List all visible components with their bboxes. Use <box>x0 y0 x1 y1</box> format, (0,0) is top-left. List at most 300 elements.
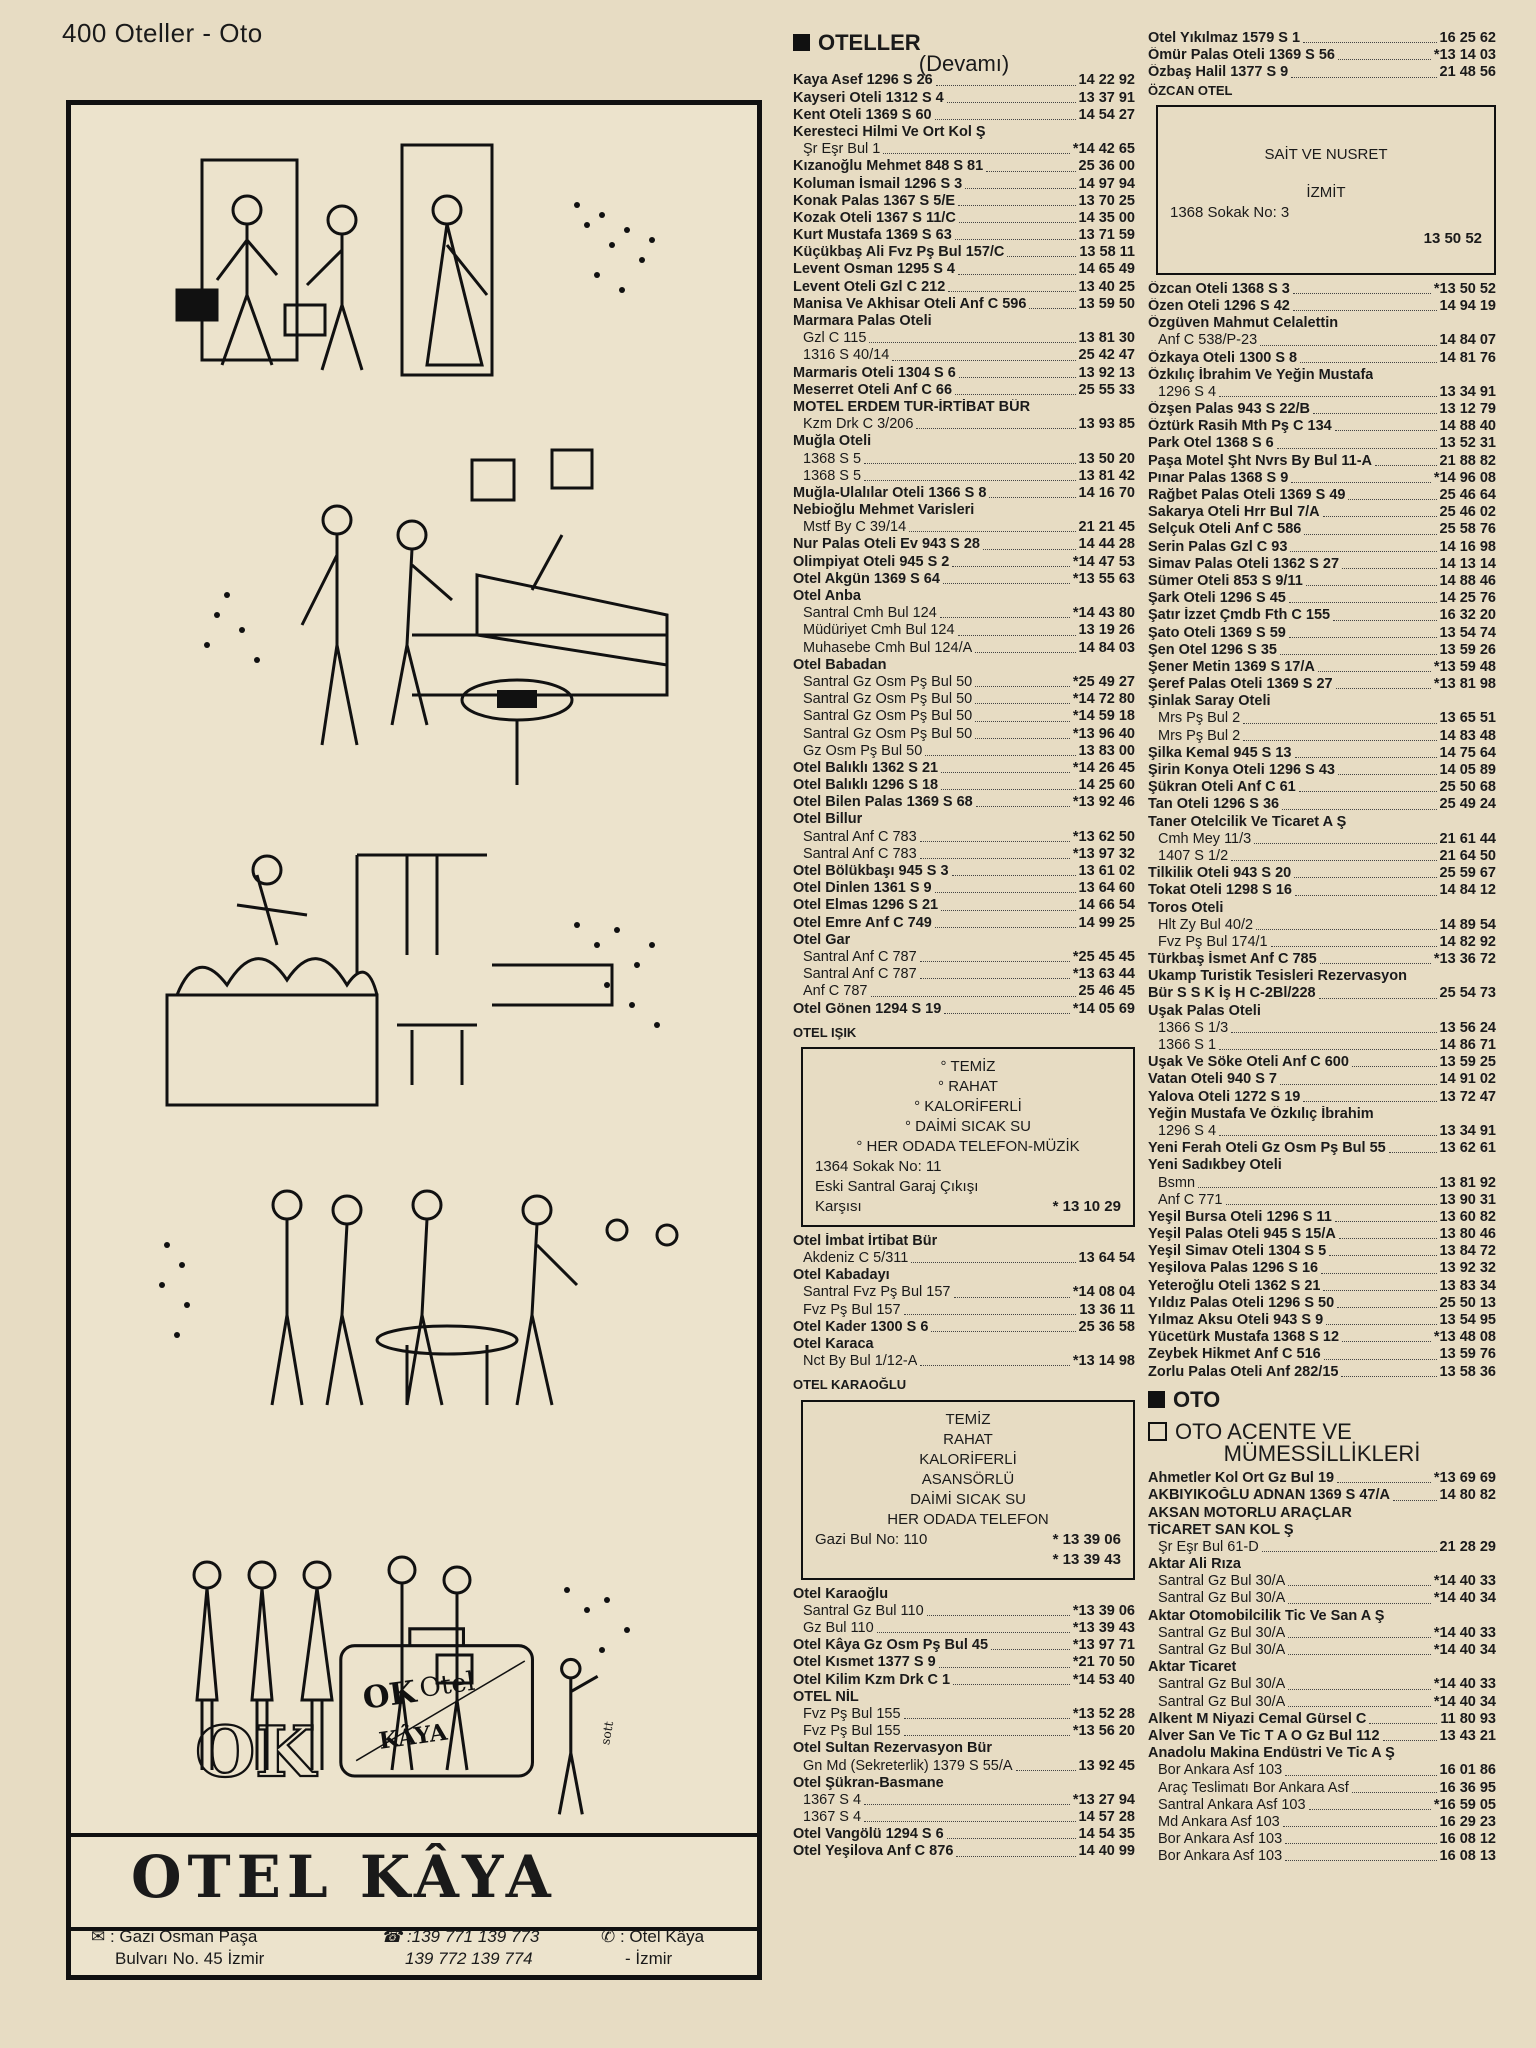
listing-phone: *14 40 33 <box>1433 1676 1496 1693</box>
listing-phone: 13 93 85 <box>1078 416 1135 433</box>
section-oto-acente-line2: MÜMESSİLLİKLERİ <box>1223 1440 1421 1466</box>
listing-row <box>793 1672 1135 1689</box>
dot-leader <box>920 966 1070 979</box>
listing-name: Serin Palas Gzl C 93 <box>1148 538 1288 555</box>
listing-phone: 14 81 76 <box>1439 349 1496 366</box>
dot-leader <box>1309 1797 1431 1810</box>
listing-phone: *13 59 48 <box>1433 658 1496 675</box>
listing-name: Şinlak Saray Oteli <box>1148 693 1271 710</box>
dot-leader <box>927 1603 1070 1616</box>
listing-row <box>793 158 1135 175</box>
listing-row <box>793 1654 1135 1671</box>
listing-row <box>1148 30 1496 47</box>
listing-phone: 14 57 28 <box>1078 1809 1135 1826</box>
dot-leader <box>1288 1642 1431 1655</box>
listing-phone: 13 37 91 <box>1078 89 1135 106</box>
listing-phone: *13 55 63 <box>1072 570 1135 587</box>
listing-group <box>1148 30 1496 82</box>
listing-row <box>1148 332 1496 349</box>
listing-phone: *25 49 27 <box>1072 673 1135 690</box>
dot-leader <box>955 227 1076 240</box>
dot-leader <box>940 605 1070 618</box>
listing-phone: *13 56 20 <box>1072 1723 1135 1740</box>
listing-row <box>793 141 1135 158</box>
listing-row <box>1148 367 1496 384</box>
listing-row <box>793 1740 1135 1757</box>
listing-name: Alkent M Niyazi Cemal Gürsel C <box>1148 1710 1367 1727</box>
listing-name: Simav Palas Oteli 1362 S 27 <box>1148 555 1340 572</box>
listing-phone: 13 58 11 <box>1079 244 1135 261</box>
dot-leader <box>1369 1711 1437 1724</box>
listing-name: Toros Oteli <box>1148 899 1224 916</box>
dot-leader <box>1282 796 1436 809</box>
listing-phone: *14 96 08 <box>1433 469 1496 486</box>
listing-row <box>793 399 1135 416</box>
listing-name: Park Otel 1368 S 6 <box>1148 435 1274 452</box>
listing-row <box>793 1353 1135 1370</box>
dot-leader <box>935 107 1076 120</box>
listing-row <box>1148 779 1496 796</box>
listing-name: Yeşil Bursa Oteli 1296 S 11 <box>1148 1208 1332 1225</box>
listing-name: Otel Şükran-Basmane <box>793 1774 944 1791</box>
dot-leader <box>1271 934 1437 947</box>
listing-row <box>1148 298 1496 315</box>
listing-name: MOTEL ERDEM TUR-İRTİBAT BÜR <box>793 398 1031 415</box>
listing-row <box>793 777 1135 794</box>
dot-leader <box>1219 1037 1436 1050</box>
listing-phone: 14 88 46 <box>1439 572 1496 589</box>
listing-row <box>1148 1556 1496 1573</box>
listing-phone: *14 05 69 <box>1072 1000 1135 1017</box>
listing-row <box>793 1637 1135 1654</box>
dot-leader <box>1348 487 1436 500</box>
listing-phone: 16 25 62 <box>1439 30 1496 46</box>
dot-leader <box>965 176 1075 189</box>
listing-name: Zeybek Hikmet Anf C 516 <box>1148 1346 1321 1363</box>
otel-isik-ad-box: ° TEMİZ ° RAHAT ° KALORİFERLİ ° DAİMİ SICAK SU ° HER ODADA TELEFON-MÜZİK 1364 Sokak No: 11 Eski Santral Garaj Çıkışı Karşısı * 13 10 29 <box>801 1047 1135 1227</box>
listing-phone: *14 08 04 <box>1072 1284 1135 1301</box>
listing-name: Otel Kader 1300 S 6 <box>793 1318 929 1335</box>
listing-name: Fvz Pş Bul 157 <box>803 1301 901 1318</box>
listing-phone: 25 55 33 <box>1078 381 1135 398</box>
listing-name: Yıldız Palas Oteli 1296 S 50 <box>1148 1294 1335 1311</box>
listing-phone: 21 28 29 <box>1439 1538 1496 1555</box>
dot-leader <box>936 72 1076 85</box>
dot-leader <box>1277 435 1437 448</box>
listing-phone: 14 54 35 <box>1078 1826 1135 1843</box>
listing-name: Kızanoğlu Mehmet 848 S 81 <box>793 158 984 175</box>
listing-row <box>1148 521 1496 538</box>
listing-name: 1366 S 1/3 <box>1158 1019 1229 1036</box>
listing-row <box>1148 47 1496 64</box>
listing-row <box>793 1001 1135 1018</box>
listing-name: Kozak Oteli 1367 S 11/C <box>793 209 956 226</box>
listing-phone: *13 81 98 <box>1433 676 1496 693</box>
listing-row <box>1148 1346 1496 1363</box>
listing-row <box>793 382 1135 399</box>
listing-row <box>793 313 1135 330</box>
listing-phone: 13 83 00 <box>1078 742 1135 759</box>
listing-name: Paşa Motel Şht Nvrs By Bul 11-A <box>1148 452 1373 469</box>
listing-row <box>1148 1745 1496 1762</box>
listing-name: Ahmetler Kol Ort Gz Bul 19 <box>1148 1470 1335 1487</box>
listing-name: Otel Babadan <box>793 656 887 673</box>
listing-row <box>1148 1037 1496 1054</box>
listing-group <box>1148 281 1496 1381</box>
listing-row <box>1148 1470 1496 1487</box>
listing-name: Yeteroğlu Oteli 1362 S 21 <box>1148 1277 1321 1294</box>
ad-address: ✉ : Gazi Osman Paşa Bulvarı No. 45 İzmir <box>91 1927 265 1968</box>
listing-name: Araç Teslimatı Bor Ankara Asf <box>1158 1779 1349 1796</box>
listing-name: Küçükbaş Ali Fvz Pş Bul 157/C <box>793 244 1005 261</box>
listing-row <box>1148 384 1496 401</box>
listing-row <box>1148 1312 1496 1329</box>
listing-row <box>1148 539 1496 556</box>
dot-leader <box>904 1302 1077 1315</box>
listing-name: Kurt Mustafa 1369 S 63 <box>793 227 952 244</box>
dot-leader <box>939 1654 1070 1667</box>
listing-row <box>793 1603 1135 1620</box>
listing-row <box>793 1809 1135 1826</box>
listing-row <box>793 365 1135 382</box>
listing-row <box>1148 659 1496 676</box>
listing-name: Tan Oteli 1296 S 36 <box>1148 796 1280 813</box>
listing-phone: 25 36 58 <box>1078 1318 1135 1335</box>
dot-leader <box>935 915 1076 928</box>
listing-phone: 13 60 82 <box>1439 1208 1496 1225</box>
listing-phone: 14 54 27 <box>1078 106 1135 123</box>
listing-row <box>793 863 1135 880</box>
listing-name: Santral Gz Bul 30/A <box>1158 1590 1286 1607</box>
listing-row <box>1148 1260 1496 1277</box>
section-oto: OTO <box>1148 1391 1496 1408</box>
dot-leader <box>1337 1470 1431 1483</box>
listing-row <box>1148 1364 1496 1381</box>
dot-leader <box>1219 384 1436 397</box>
listing-row <box>793 176 1135 193</box>
listing-phone: 25 50 13 <box>1439 1294 1496 1311</box>
listing-phone: *13 96 40 <box>1072 725 1135 742</box>
listing-phone: *13 52 28 <box>1072 1705 1135 1722</box>
dot-leader <box>1288 1573 1431 1586</box>
listing-name: Şükran Oteli Anf C 61 <box>1148 779 1296 796</box>
listing-row <box>1148 1694 1496 1711</box>
listing-row <box>793 915 1135 932</box>
dot-leader <box>1288 1676 1431 1689</box>
listing-name: Yeşil Simav Oteli 1304 S 5 <box>1148 1243 1327 1260</box>
black-square-icon <box>1148 1391 1165 1408</box>
listing-row <box>1148 350 1496 367</box>
listing-name: Yücetürk Mustafa 1368 S 12 <box>1148 1329 1340 1346</box>
dot-leader <box>941 760 1070 773</box>
dot-leader <box>1304 521 1436 534</box>
listing-name: Muğla Oteli <box>793 433 872 450</box>
listing-phone: 13 59 26 <box>1439 641 1496 658</box>
listing-name: Türkbaş İsmet Anf C 785 <box>1148 951 1317 968</box>
dot-leader <box>1323 504 1437 517</box>
listing-name: Muğla-Ulalılar Oteli 1366 S 8 <box>793 484 987 501</box>
dot-leader <box>1336 676 1431 689</box>
listing-name: Santral Cmh Bul 124 <box>803 605 937 622</box>
dot-leader <box>864 451 1075 464</box>
listing-row <box>793 107 1135 124</box>
listing-row <box>1148 607 1496 624</box>
listing-name: Otel Balıklı 1362 S 21 <box>793 759 939 776</box>
dot-leader <box>1243 710 1436 723</box>
listing-row <box>1148 418 1496 435</box>
dot-leader <box>1352 1780 1437 1793</box>
listing-row <box>1148 1625 1496 1642</box>
listing-phone: 14 84 12 <box>1439 882 1496 899</box>
listing-row <box>793 743 1135 760</box>
listing-phone: 13 81 42 <box>1078 467 1135 484</box>
listing-row <box>793 760 1135 777</box>
listing-row <box>793 124 1135 141</box>
listing-phone: 25 46 64 <box>1439 487 1496 504</box>
listing-phone: *14 43 80 <box>1072 605 1135 622</box>
listing-name: Yalova Oteli 1272 S 19 <box>1148 1088 1301 1105</box>
ok-emblem: OK <box>195 1712 316 1793</box>
listing-name: Tilkilik Oteli 943 S 20 <box>1148 865 1292 882</box>
listing-row <box>1148 796 1496 813</box>
listing-row <box>793 983 1135 1000</box>
dot-leader <box>989 485 1075 498</box>
listing-name: Mrs Pş Bul 2 <box>1158 727 1241 744</box>
dot-leader <box>909 519 1075 532</box>
illustration-guests-arriving <box>107 115 731 415</box>
listing-name: 1316 S 40/14 <box>803 347 890 364</box>
listing-row <box>793 1689 1135 1706</box>
listing-phone: *21 70 50 <box>1072 1654 1135 1671</box>
listing-name: Mstf By C 39/14 <box>803 519 907 536</box>
listing-phone: 13 59 50 <box>1078 295 1135 312</box>
listing-row <box>1148 1848 1496 1865</box>
listing-name: Otel Gönen 1294 S 19 <box>793 1000 942 1017</box>
listing-name: Otel Gar <box>793 931 851 948</box>
listing-phone: 14 88 40 <box>1439 418 1496 435</box>
listing-name: Santral Gz Bul 30/A <box>1158 1693 1286 1710</box>
listing-name: Otel Sultan Rezervasyon Bür <box>793 1740 993 1757</box>
dot-leader <box>1262 1539 1437 1552</box>
listing-name: Yılmaz Aksu Oteli 943 S 9 <box>1148 1312 1324 1329</box>
listing-column-1 <box>793 30 1135 1861</box>
listing-row <box>1148 1676 1496 1693</box>
listing-name: Özkılıç İbrahim Ve Yeğin Mustafa <box>1148 366 1374 383</box>
listing-name: Şark Oteli 1296 S 45 <box>1148 590 1286 607</box>
listing-name: Otel Akgün 1369 S 64 <box>793 570 940 587</box>
listing-row <box>1148 1814 1496 1831</box>
dot-leader <box>1321 1260 1436 1273</box>
dot-leader <box>952 863 1076 876</box>
dot-leader <box>1389 1140 1437 1153</box>
dot-leader <box>1291 64 1436 77</box>
listing-row <box>793 811 1135 828</box>
listing-phone: *13 36 72 <box>1433 951 1496 968</box>
listing-phone: *13 27 94 <box>1072 1791 1135 1808</box>
listing-phone: 13 71 59 <box>1078 227 1135 244</box>
listing-row <box>793 433 1135 450</box>
listing-name: Bür S S K İş H C-2Bl/228 <box>1148 985 1316 1002</box>
dot-leader <box>975 640 1075 653</box>
listing-row <box>793 674 1135 691</box>
dot-leader <box>956 1843 1075 1856</box>
listing-row <box>793 347 1135 364</box>
listing-row <box>793 1284 1135 1301</box>
listing-name: Santral Gz Bul 30/A <box>1158 1642 1286 1659</box>
listing-name: Tokat Oteli 1298 S 16 <box>1148 882 1292 899</box>
dot-leader <box>1337 1295 1436 1308</box>
listing-name: Konak Palas 1367 S 5/E <box>793 192 956 209</box>
listing-phone: 21 21 45 <box>1078 519 1135 536</box>
listing-name: Keresteci Hilmi Ve Ort Kol Ş <box>793 123 986 140</box>
dot-leader <box>904 1723 1070 1736</box>
listing-row <box>793 72 1135 89</box>
listing-row <box>1148 728 1496 745</box>
listing-name: Otel Karaoğlu <box>793 1585 889 1602</box>
listing-phone: 13 90 31 <box>1439 1191 1496 1208</box>
listing-name: Anadolu Makina Endüstri Ve Tic A Ş <box>1148 1745 1395 1762</box>
listing-phone: *13 63 44 <box>1072 966 1135 983</box>
listing-phone: 13 92 13 <box>1078 364 1135 381</box>
listing-name: Kayseri Oteli 1312 S 4 <box>793 89 944 106</box>
dot-leader <box>1285 1848 1436 1861</box>
section-subtitle: (Devamı) <box>918 51 1010 77</box>
listing-name: Santral Gz Osm Pş Bul 50 <box>803 725 973 742</box>
listing-phone: 13 54 74 <box>1439 624 1496 641</box>
listing-row <box>1148 814 1496 831</box>
listing-phone: *16 59 05 <box>1433 1796 1496 1813</box>
listing-name: Uşak Palas Oteli <box>1148 1002 1261 1019</box>
listing-phone: 14 75 64 <box>1439 744 1496 761</box>
listing-phone: 14 97 94 <box>1078 175 1135 192</box>
dot-leader <box>1335 1209 1437 1222</box>
listing-phone: *14 40 34 <box>1433 1590 1496 1607</box>
listing-row <box>793 1826 1135 1843</box>
listing-phone: 21 88 82 <box>1439 452 1496 469</box>
listing-group <box>793 1233 1135 1371</box>
listing-name: Şilka Kemal 945 S 13 <box>1148 744 1292 761</box>
listing-name: Uşak Ve Söke Oteli Anf C 600 <box>1148 1054 1349 1071</box>
listing-phone: *14 40 34 <box>1433 1642 1496 1659</box>
open-square-icon <box>1148 1422 1167 1441</box>
listing-phone: 13 36 11 <box>1079 1301 1135 1318</box>
listing-row <box>1148 1192 1496 1209</box>
dot-leader <box>1288 1590 1431 1603</box>
listing-name: Otel Billur <box>793 811 863 828</box>
listing-name: Marmara Palas Oteli <box>793 313 932 330</box>
listing-phone: 13 34 91 <box>1439 383 1496 400</box>
dot-leader <box>1299 779 1437 792</box>
listing-name: Otel Yıkılmaz 1579 S 1 <box>1148 30 1301 46</box>
dot-leader <box>935 880 1076 893</box>
listing-name: Santral Gz Bul 110 <box>803 1602 924 1619</box>
listing-row <box>1148 590 1496 607</box>
listing-phone: 14 16 70 <box>1078 484 1135 501</box>
listing-name: 1296 S 4 <box>1158 383 1217 400</box>
listing-phone: 13 64 60 <box>1078 880 1135 897</box>
listing-row <box>793 1706 1135 1723</box>
listing-row <box>1148 882 1496 899</box>
listing-row <box>1148 281 1496 298</box>
listing-name: Otel Bilen Palas 1369 S 68 <box>793 794 973 811</box>
listing-name: Marmaris Oteli 1304 S 6 <box>793 364 956 381</box>
listing-phone: *13 62 50 <box>1072 828 1135 845</box>
listing-phone: *14 59 18 <box>1072 708 1135 725</box>
listing-row <box>1148 1608 1496 1625</box>
dot-leader <box>911 1250 1075 1263</box>
listing-phone: 21 61 44 <box>1439 830 1496 847</box>
bag-ok: OK <box>360 1673 419 1717</box>
listing-phone: 25 50 68 <box>1439 779 1496 796</box>
listing-phone: *14 40 33 <box>1433 1573 1496 1590</box>
listing-row <box>1148 487 1496 504</box>
listing-phone: *14 42 65 <box>1072 141 1135 158</box>
listing-name: Ömür Palas Oteli 1369 S 56 <box>1148 47 1335 64</box>
listing-phone: 16 01 86 <box>1439 1762 1496 1779</box>
listing-name: Santral Fvz Pş Bul 157 <box>803 1284 951 1301</box>
listing-name: Yeni Sadıkbey Oteli <box>1148 1157 1282 1174</box>
listing-phone: 14 84 03 <box>1078 639 1135 656</box>
listing-name: Aktar Otomobilcilik Tic Ve San A Ş <box>1148 1607 1385 1624</box>
dot-leader <box>864 1792 1070 1805</box>
brand-name: OTEL KÂYA <box>131 1843 557 1911</box>
dot-leader <box>959 210 1076 223</box>
listing-row <box>1148 710 1496 727</box>
listing-row <box>793 1586 1135 1603</box>
listing-name: Santral Gz Bul 30/A <box>1158 1624 1286 1641</box>
listing-name: Gn Md (Sekreterlik) 1379 S 55/A <box>803 1757 1013 1774</box>
dot-leader <box>1260 332 1436 345</box>
listing-row <box>793 708 1135 725</box>
listing-row <box>1148 625 1496 642</box>
listing-name: Santral Anf C 787 <box>803 948 917 965</box>
listing-name: AKBIYIKOĞLU ADNAN 1369 S 47/A <box>1148 1487 1390 1504</box>
dot-leader <box>1290 539 1436 552</box>
dot-leader <box>986 158 1075 171</box>
listing-row <box>793 657 1135 674</box>
listing-row <box>1148 951 1496 968</box>
listing-phone: 14 05 89 <box>1439 762 1496 779</box>
dot-leader <box>1289 625 1437 638</box>
listing-name: Otel Kısmet 1377 S 9 <box>793 1654 936 1671</box>
listing-name: Nur Palas Oteli Ev 943 S 28 <box>793 536 980 553</box>
listing-phone: *13 48 08 <box>1433 1329 1496 1346</box>
dot-leader <box>958 622 1076 635</box>
dot-leader <box>920 949 1070 962</box>
dot-leader <box>1288 1694 1431 1707</box>
listing-name: Şato Oteli 1369 S 59 <box>1148 624 1286 641</box>
dot-leader <box>1288 1625 1431 1638</box>
listing-name: Hlt Zy Bul 40/2 <box>1158 916 1254 933</box>
listing-row <box>793 279 1135 296</box>
listing-name: 1368 S 5 <box>803 450 862 467</box>
listing-name: Şener Metin 1369 S 17/A <box>1148 658 1315 675</box>
dot-leader <box>954 1284 1070 1297</box>
listing-phone: *13 50 52 <box>1433 280 1496 297</box>
listing-name: Meserret Oteli Anf C 66 <box>793 381 953 398</box>
listing-name: Anf C 771 <box>1158 1191 1223 1208</box>
dot-leader <box>944 1001 1070 1014</box>
listing-row <box>1148 1226 1496 1243</box>
listing-name: Vatan Oteli 940 S 7 <box>1148 1071 1277 1088</box>
dot-leader <box>1383 1728 1437 1741</box>
listing-row <box>1148 745 1496 762</box>
dot-leader <box>1318 659 1431 672</box>
listing-row <box>1148 1522 1496 1539</box>
listing-row <box>793 261 1135 278</box>
otel-isik-title: OTEL IŞIK <box>793 1024 857 1040</box>
listing-name: Ukamp Turistik Tesisleri Rezervasyon <box>1148 968 1407 985</box>
